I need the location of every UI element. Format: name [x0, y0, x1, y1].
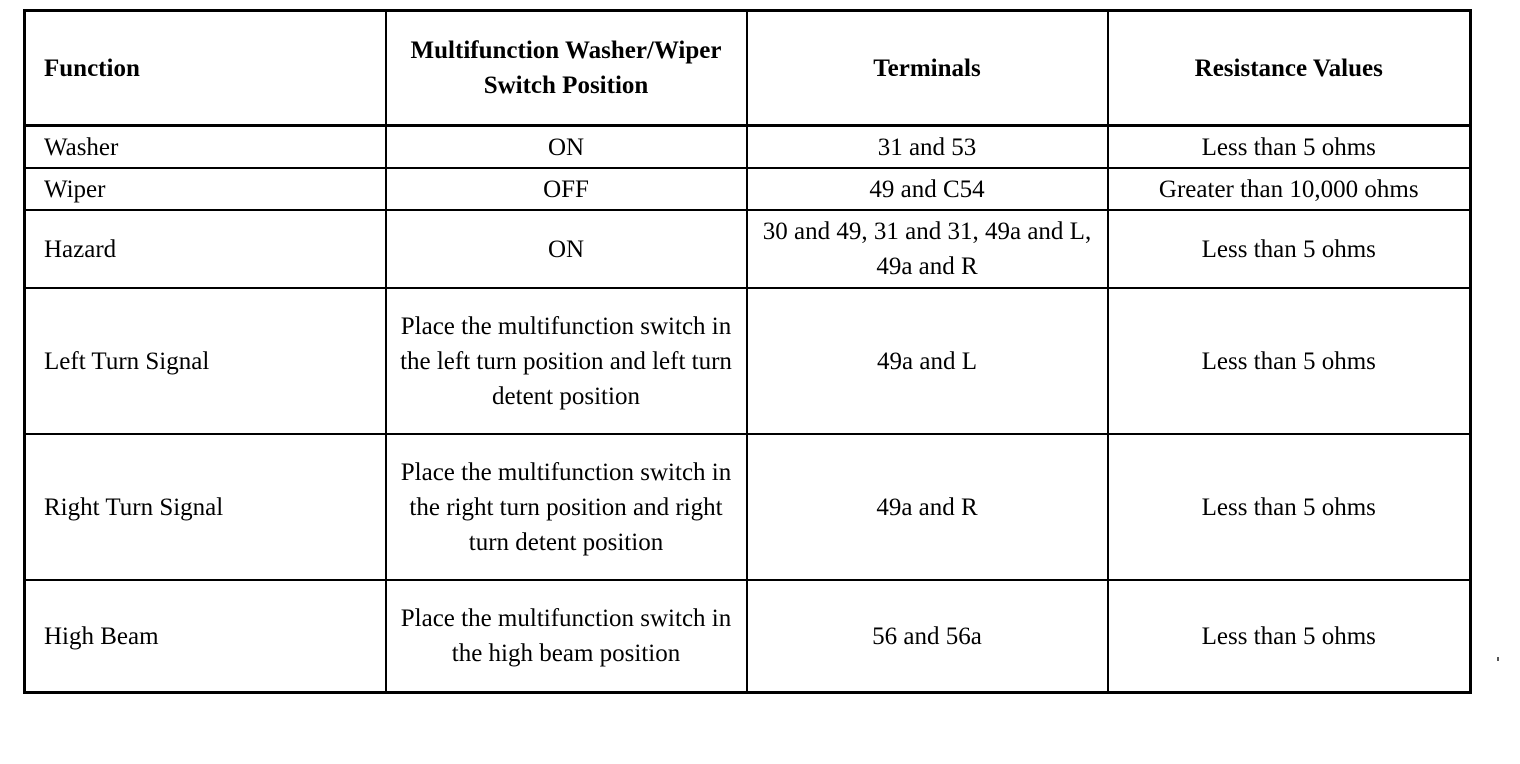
cell-terminals: 49a and L: [747, 288, 1108, 434]
header-row: [25, 11, 1471, 126]
table-row: [25, 210, 1471, 288]
cell-position: Place the multifunction switch in the high beam position: [386, 580, 747, 693]
cell-function: Washer: [25, 126, 386, 169]
header-terminals: Terminals: [747, 11, 1108, 126]
table-row: [25, 580, 1471, 693]
cell-position: ON: [386, 126, 747, 169]
header-switch-position: Multifunction Washer/Wiper Switch Position: [386, 11, 747, 126]
cell-terminals: 56 and 56a: [747, 580, 1108, 693]
table-header: [25, 11, 1471, 126]
cell-function: Hazard: [25, 210, 386, 288]
cell-terminals: 49 and C54: [747, 168, 1108, 210]
cell-resistance: Greater than 10,000 ohms: [1108, 168, 1471, 210]
cell-terminals: 49a and R: [747, 434, 1108, 580]
switch-test-table-container: [23, 9, 1469, 694]
cell-resistance: Less than 5 ohms: [1108, 210, 1471, 288]
table-row: [25, 288, 1471, 434]
cell-position: Place the multifunction switch in the left turn position and left turn detent position: [386, 288, 747, 434]
switch-test-table: [23, 9, 1472, 694]
table-row: [25, 126, 1471, 169]
cell-function: Wiper: [25, 168, 386, 210]
header-function: Function: [25, 11, 386, 126]
table-row: [25, 168, 1471, 210]
cell-terminals: 31 and 53: [747, 126, 1108, 169]
cell-position: ON: [386, 210, 747, 288]
header-resistance-values: Resistance Values: [1108, 11, 1471, 126]
cell-resistance: Less than 5 ohms: [1108, 288, 1471, 434]
table-body: [25, 126, 1471, 693]
cell-function: High Beam: [25, 580, 386, 693]
cell-position: OFF: [386, 168, 747, 210]
table-row: [25, 434, 1471, 580]
cell-function: Right Turn Signal: [25, 434, 386, 580]
cell-function: Left Turn Signal: [25, 288, 386, 434]
cell-resistance: Less than 5 ohms: [1108, 434, 1471, 580]
cell-position: Place the multifunction switch in the right turn position and right turn detent position: [386, 434, 747, 580]
scan-speck: [1497, 657, 1499, 661]
cell-resistance: Less than 5 ohms: [1108, 126, 1471, 169]
cell-resistance: Less than 5 ohms: [1108, 580, 1471, 693]
cell-terminals: 30 and 49, 31 and 31, 49a and L, 49a and R: [747, 210, 1108, 288]
